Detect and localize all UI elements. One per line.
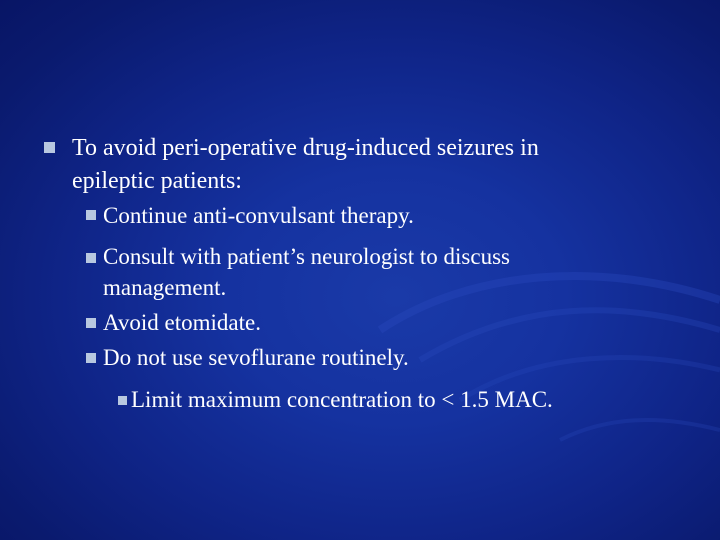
subsub-bullet-text: Limit maximum concentration to < 1.5 MAC. (131, 387, 553, 412)
bullet-square-icon (86, 318, 96, 328)
bullet-square-icon (44, 142, 55, 153)
sub-bullet-text-line1: Consult with patient’s neurologist to discuss (103, 244, 510, 269)
sub-bullet-text: Continue anti-convulsant therapy. (103, 203, 414, 228)
sub-bullet-text-line2: management. (103, 275, 227, 300)
bullet-square-icon (86, 210, 96, 220)
bullet-square-icon (118, 396, 127, 405)
bullet-square-icon (86, 353, 96, 363)
sub-bullet-text: Do not use sevoflurane routinely. (103, 345, 409, 370)
bullet-square-icon (86, 253, 96, 263)
main-bullet-text-line2: epileptic patients: (72, 168, 242, 194)
main-bullet-text-line1: To avoid peri-operative drug-induced seizures in (72, 135, 539, 161)
sub-bullet-text: Avoid etomidate. (103, 310, 261, 335)
